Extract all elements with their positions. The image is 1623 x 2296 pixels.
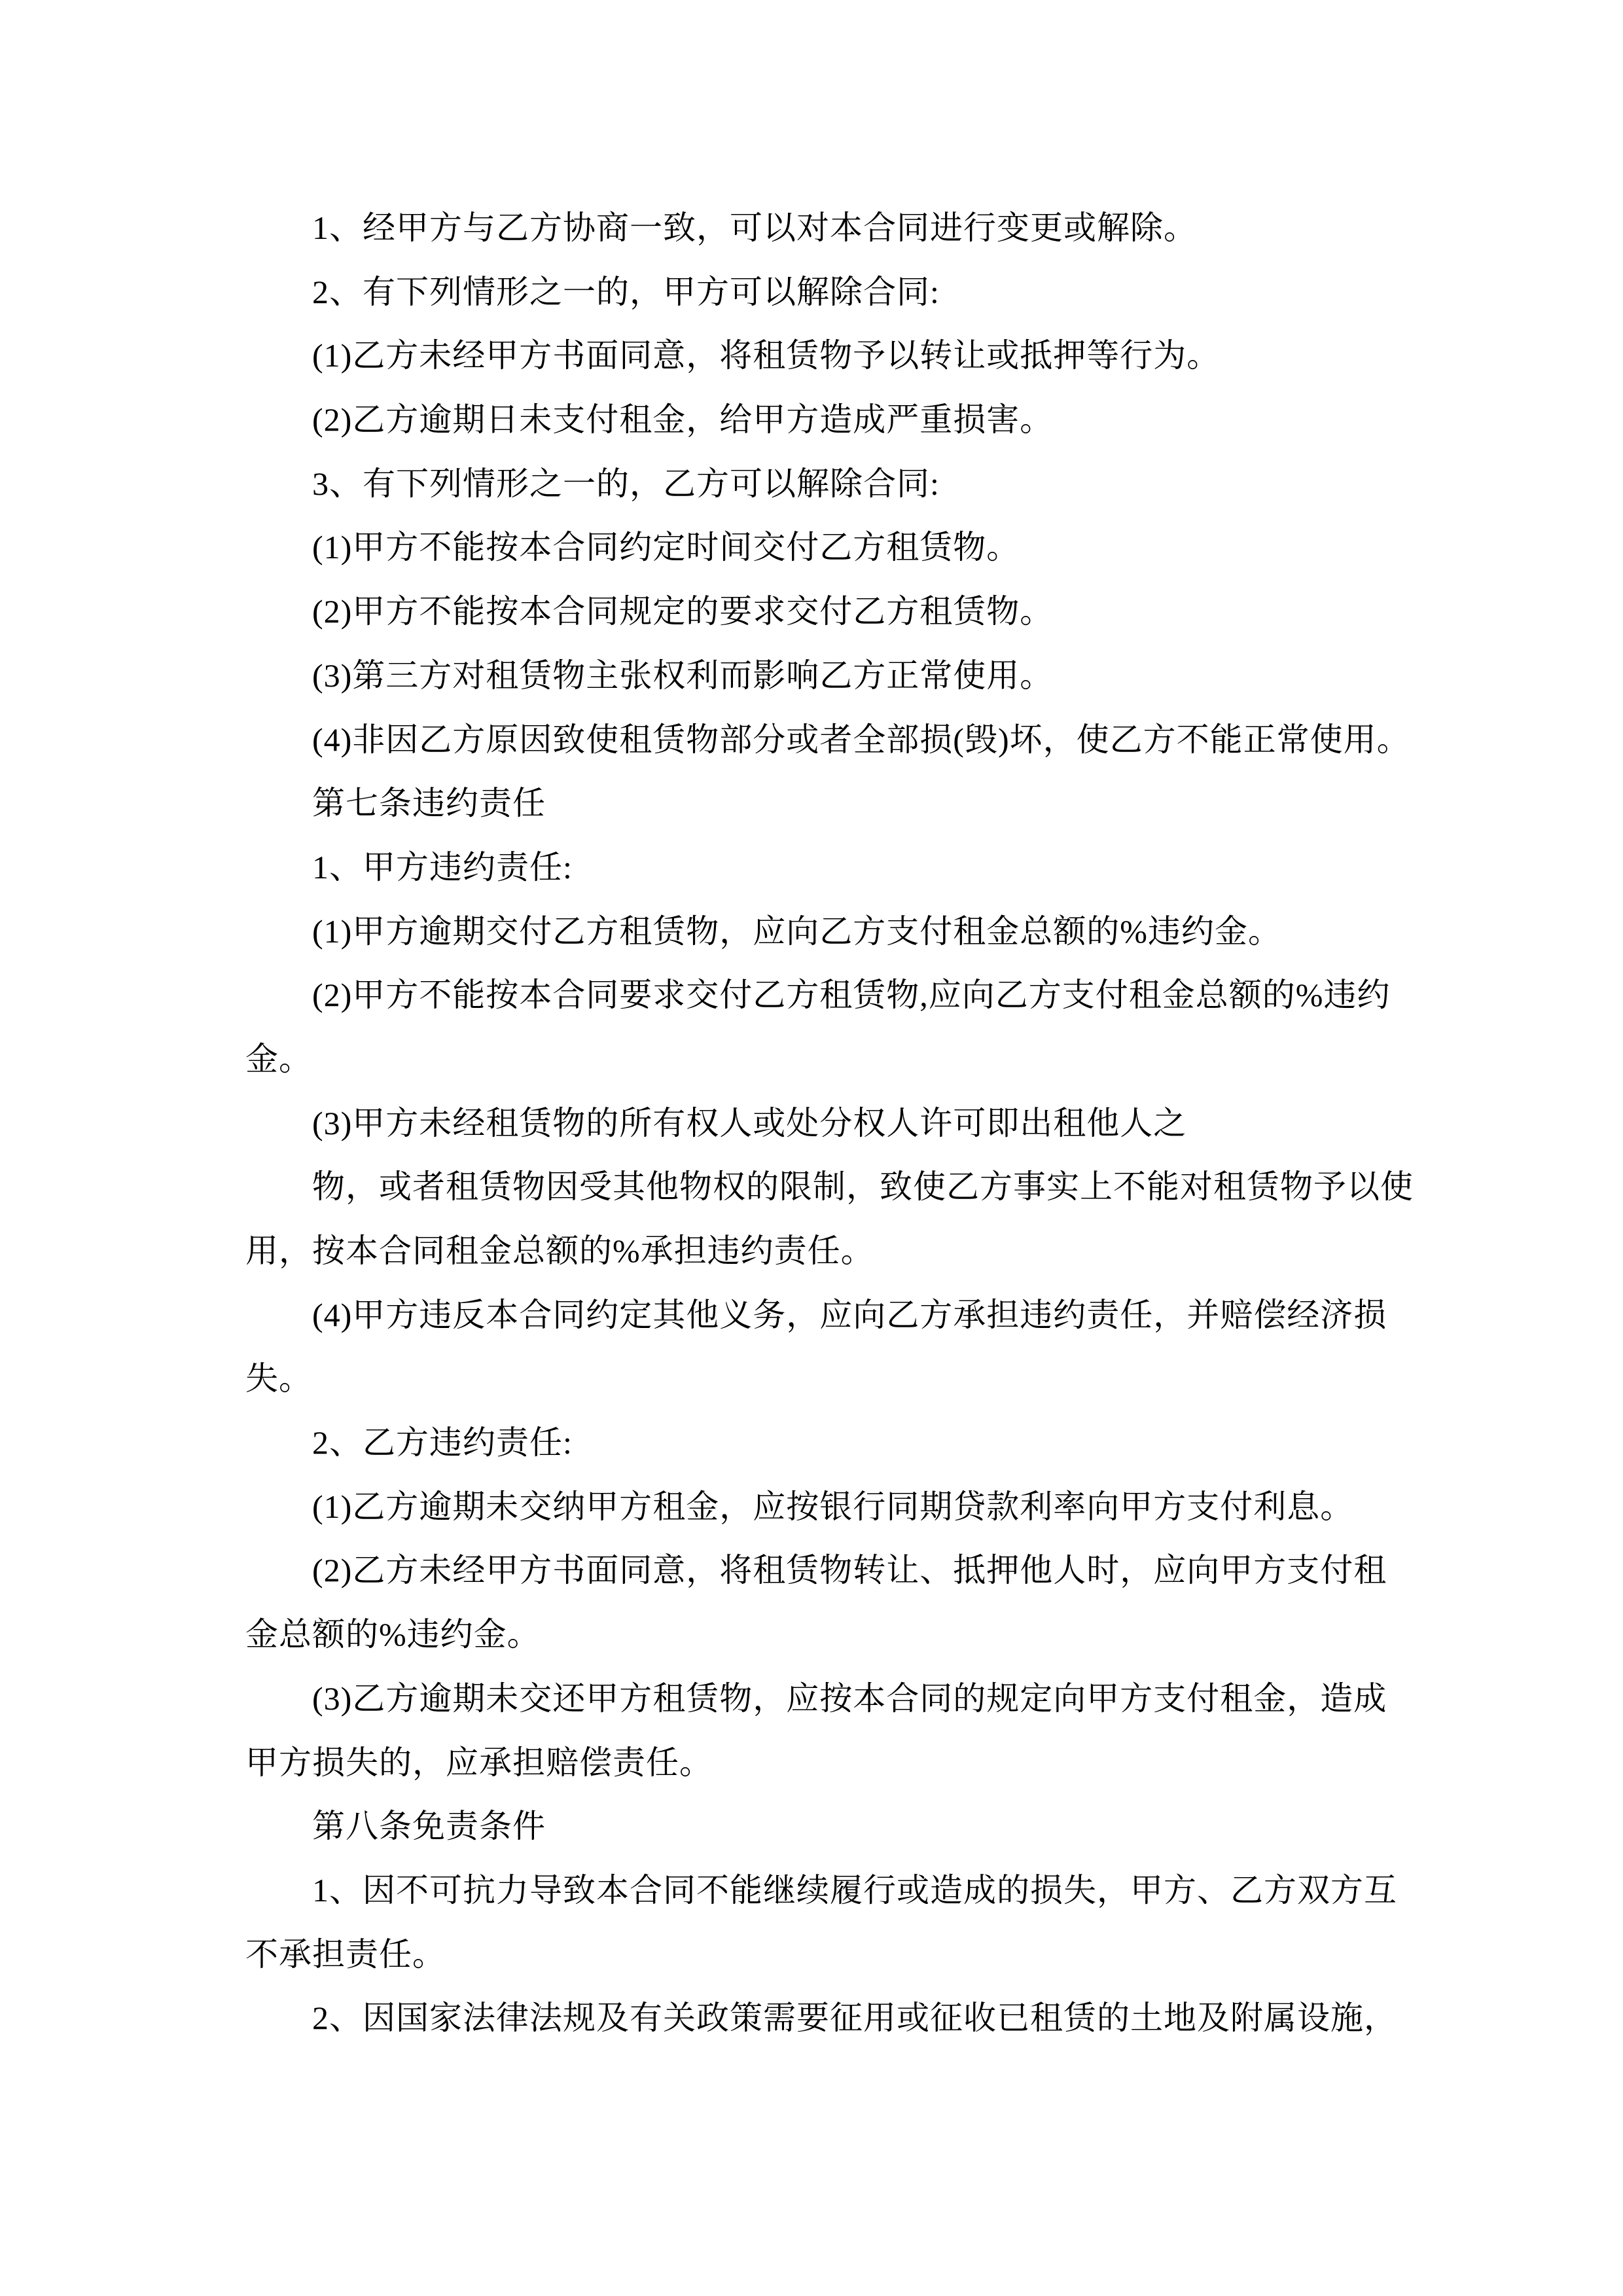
text-line: (3)乙方逾期未交还甲方租赁物，应按本合同的规定向甲方支付租金，造成 xyxy=(312,1679,1387,1717)
text-line: 金总额的%违约金。 xyxy=(245,1616,541,1653)
text-line: 第八条免责条件 xyxy=(312,1808,546,1845)
text-line: 金。 xyxy=(245,1040,312,1077)
document-body xyxy=(245,196,1433,2051)
text-line: (2)乙方逾期日未支付租金，给甲方造成严重损害。 xyxy=(312,401,1054,439)
text-line: 2、乙方违约责任: xyxy=(312,1424,573,1462)
text-line: (2)甲方不能按本合同规定的要求交付乙方租赁物。 xyxy=(312,593,1054,630)
text-line: (4)甲方违反本合同约定其他义务，应向乙方承担违约责任，并赔偿经济损 xyxy=(312,1296,1387,1333)
text-line: 1、甲方违约责任: xyxy=(312,848,573,886)
text-line: (1)甲方逾期交付乙方租赁物，应向乙方支付租金总额的%违约金。 xyxy=(312,912,1281,950)
text-line: (1)乙方逾期未交纳甲方租金，应按银行同期贷款利率向甲方支付利息。 xyxy=(312,1488,1354,1525)
text-line: 用，按本合同租金总额的%承担违约责任。 xyxy=(245,1232,874,1269)
text-line: (1)甲方不能按本合同约定时间交付乙方租赁物。 xyxy=(312,529,1020,566)
text-line: 物，或者租赁物因受其他物权的限制，致使乙方事实上不能对租赁物予以使 xyxy=(312,1168,1414,1206)
text-line: 失。 xyxy=(245,1360,312,1397)
text-line: (3)甲方未经租赁物的所有权人或处分权人许可即出租他人之 xyxy=(312,1104,1187,1141)
text-line: (1)乙方未经甲方书面同意，将租赁物予以转让或抵押等行为。 xyxy=(312,337,1221,374)
text-line: 第七条违约责任 xyxy=(312,785,546,822)
text-line: (3)第三方对租赁物主张权利而影响乙方正常使用。 xyxy=(312,656,1054,694)
text-line: 2、因国家法律法规及有关政策需要征用或征收已租赁的土地及附属设施， xyxy=(312,2000,1397,2037)
text-line: 不承担责任。 xyxy=(245,1935,446,1973)
text-line: (2)甲方不能按本合同要求交付乙方租赁物,应向乙方支付租金总额的%违约 xyxy=(312,977,1391,1014)
text-line: 甲方损失的，应承担赔偿责任。 xyxy=(245,1744,713,1781)
text-line: 2、有下列情形之一的，甲方可以解除合同: xyxy=(312,273,940,310)
text-line: (2)乙方未经甲方书面同意，将租赁物转让、抵押他人时，应向甲方支付租 xyxy=(312,1552,1387,1589)
text-line: 1、经甲方与乙方协商一致，可以对本合同进行变更或解除。 xyxy=(312,209,1197,246)
text-line: 1、因不可抗力导致本合同不能继续履行或造成的损失，甲方、乙方双方互 xyxy=(312,1871,1397,1909)
text-line: 3、有下列情形之一的，乙方可以解除合同: xyxy=(312,465,940,502)
text-line: (4)非因乙方原因致使租赁物部分或者全部损(毁)坏，使乙方不能正常使用。 xyxy=(312,721,1410,758)
